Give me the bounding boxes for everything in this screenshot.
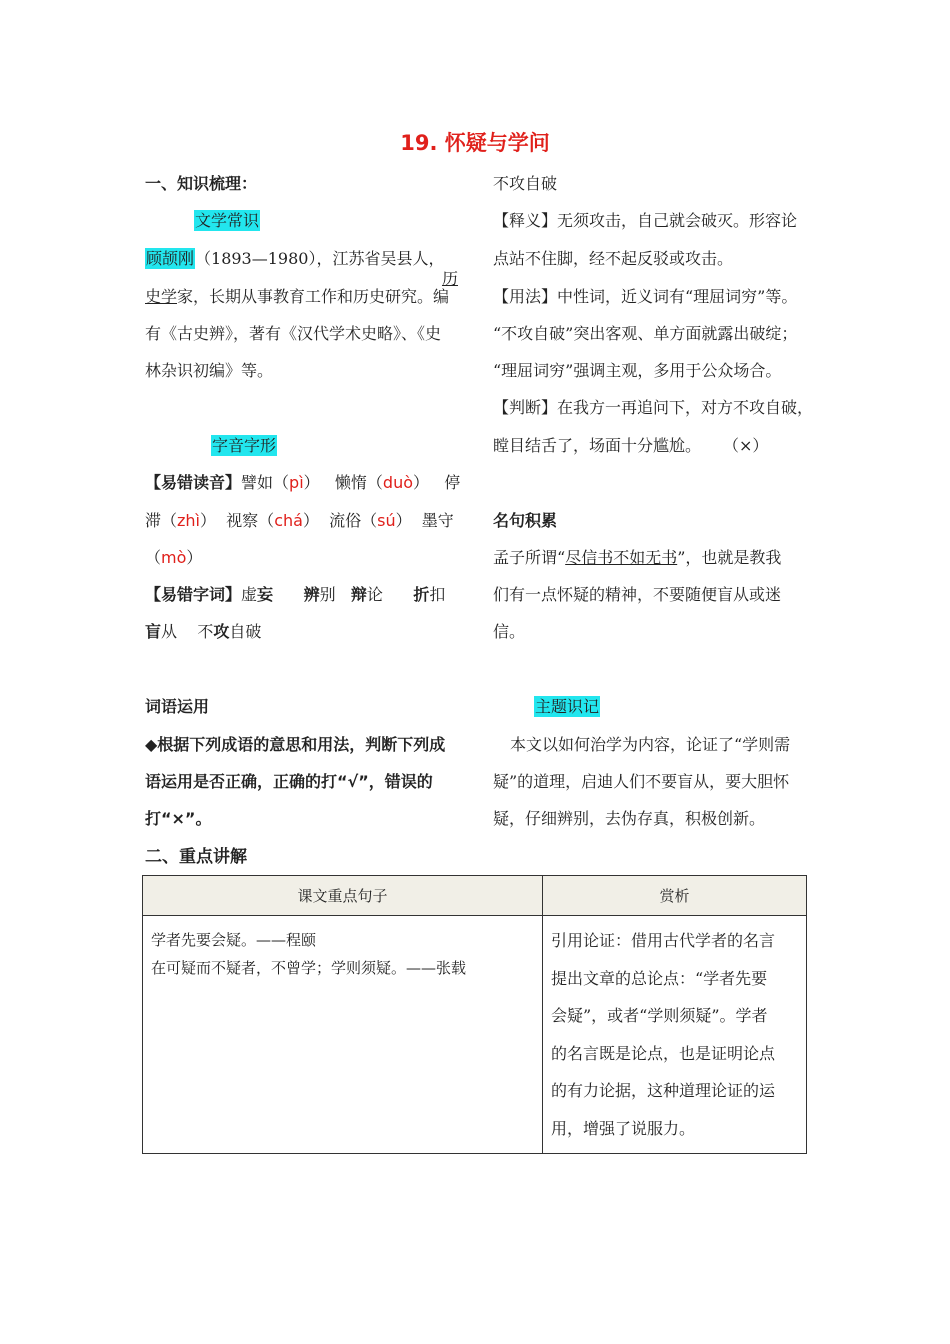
pinyin: mò bbox=[161, 548, 187, 567]
mingju-quote: 尽信书不如无书 bbox=[565, 548, 678, 567]
zhuti-line-2: 疑”的道理，启迪人们不要盲从，要大胆怀 bbox=[493, 772, 790, 791]
table-header-row bbox=[143, 876, 807, 916]
wenxue-label: 文学常识 bbox=[195, 211, 260, 230]
mingju-line-1: 孟子所谓“尽信书不如无书”，也就是教我 bbox=[493, 548, 782, 567]
sentences-cell bbox=[143, 916, 543, 1154]
table-header-sentences: 课文重点句子 bbox=[143, 876, 543, 916]
shiyi-line-1: 【释义】无须攻击，自己就会破灭。形容论 bbox=[493, 211, 798, 230]
key-character: 盲 bbox=[145, 622, 162, 641]
text-segment: 自破 bbox=[229, 622, 262, 641]
ziyin-label: 字音字形 bbox=[212, 436, 277, 455]
text-segment: ） 视察（ bbox=[200, 511, 275, 530]
key-character: 折 bbox=[413, 585, 430, 604]
panduan-answer: （×） bbox=[731, 436, 769, 455]
author-line-1: 顾颉刚（1893—1980），江苏省吴县人， 历 bbox=[146, 249, 458, 288]
shiyi-line-2: 点站不住脚，经不起反驳或攻击。 bbox=[493, 249, 734, 268]
mingju-line-3: 信。 bbox=[493, 622, 526, 641]
key-sentences-table bbox=[142, 875, 807, 1154]
yongfa-line-1: 【用法】中性词，近义词有“理屈词穷”等。 bbox=[493, 287, 798, 306]
text-segment: 譬如（ bbox=[241, 473, 290, 492]
text-segment: 滞（ bbox=[145, 511, 178, 530]
text-segment: ） 懒惰（ bbox=[303, 473, 383, 492]
question-line-1: ◆根据下列成语的意思和用法，判断下列成 bbox=[145, 735, 446, 754]
analysis-cell bbox=[543, 916, 807, 1154]
author-line-2: 史学家，长期从事教育工作和历史研究。编 bbox=[145, 287, 450, 306]
text-segment: ） 墨守 bbox=[395, 511, 454, 530]
table-row bbox=[143, 916, 807, 1154]
text-segment: ） 流俗（ bbox=[302, 511, 378, 530]
duyin-line-3 bbox=[145, 548, 202, 568]
duyin-line-1: 【易错读音】譬如（pì） 懒惰（duò） 停 bbox=[145, 473, 461, 492]
key-character: 辩 bbox=[350, 585, 367, 604]
table-header-analysis: 赏析 bbox=[543, 876, 807, 916]
author-name: 顾颉刚 bbox=[146, 249, 195, 268]
question-line-3: 打“×”。 bbox=[145, 809, 212, 828]
pinyin: chá bbox=[274, 511, 303, 530]
text-segment: ） bbox=[186, 548, 203, 567]
text-segment: 别 bbox=[319, 585, 351, 604]
zhuti-line-3: 疑，仔细辨别，去伪存真，积极创新。 bbox=[493, 809, 766, 828]
mingju-line-2: 们有一点怀疑的精神，不要随便盲从或迷 bbox=[493, 585, 782, 604]
ciyu-line-2 bbox=[145, 622, 261, 642]
author-line-3: 有《古史辨》，著有《汉代学术史略》、《史 bbox=[145, 324, 442, 343]
sentence-2: 在可疑而不疑者，不曾学；学则须疑。——张载 bbox=[151, 959, 467, 977]
text-segment bbox=[273, 585, 304, 604]
pinyin: zhì bbox=[177, 511, 200, 530]
analysis-line: 用，增强了说服力。 bbox=[551, 1118, 696, 1138]
pinyin: pì bbox=[289, 473, 304, 492]
question-line-2: 语运用是否正确，正确的打“√”，错误的 bbox=[145, 772, 433, 791]
key-character: 妄 bbox=[257, 585, 274, 604]
text-segment: 从 不 bbox=[161, 622, 214, 641]
yongfa-line-2: “不攻自破”突出客观、单方面就露出破绽； bbox=[493, 324, 798, 343]
analysis-line: 的有力论据，这种道理论证的运 bbox=[551, 1081, 776, 1100]
author-line-4: 林杂识初编》等。 bbox=[145, 361, 274, 380]
text-segment: 扣 bbox=[429, 585, 446, 604]
key-character: 辨 bbox=[303, 585, 320, 604]
text-segment: （ bbox=[145, 548, 162, 567]
pinyin: sú bbox=[377, 511, 396, 530]
panduan-line-2: 瞠目结舌了，场面十分尴尬。 （×） bbox=[493, 436, 769, 455]
mingju-heading: 名句积累 bbox=[493, 511, 558, 530]
section1-heading: 一、知识梳理： bbox=[145, 174, 258, 193]
section2-heading: 二、重点讲解 bbox=[145, 847, 247, 867]
analysis-line: 的名言既是论点，也是证明论点 bbox=[551, 1043, 776, 1063]
text-segment: 论 bbox=[366, 585, 414, 604]
ciyu-yunyong-heading: 词语运用 bbox=[145, 697, 210, 716]
idiom: 不攻自破 bbox=[493, 174, 558, 193]
panduan-line-1: 【判断】在我方一再追问下，对方不攻自破， bbox=[493, 398, 814, 417]
key-character: 攻 bbox=[213, 622, 230, 641]
sentence-1: 学者先要会疑。——程颐 bbox=[151, 931, 317, 949]
analysis-line: 提出文章的总论点：“学者先要 bbox=[551, 968, 768, 988]
zhuti-label: 主题识记 bbox=[535, 697, 600, 716]
text-segment: ） 停 bbox=[413, 473, 461, 492]
pinyin: duò bbox=[382, 473, 413, 492]
ciyu-line-1: 【易错字词】虚妄 辨别 辩论 折扣 bbox=[145, 585, 446, 604]
analysis-line: 会疑”，或者“学则须疑”。学者 bbox=[551, 1006, 768, 1025]
page-title: 19. 怀疑与学问 bbox=[400, 131, 550, 155]
analysis-line: 引用论证：借用古代学者的名言 bbox=[551, 931, 776, 950]
duyin-line-2 bbox=[145, 511, 458, 531]
text-segment: 虚 bbox=[241, 585, 258, 604]
yongfa-line-3: “理屈词穷”强调主观，多用于公众场合。 bbox=[493, 361, 782, 380]
zhuti-line-1: 本文以如何治学为内容，论证了“学则需 bbox=[510, 735, 791, 754]
